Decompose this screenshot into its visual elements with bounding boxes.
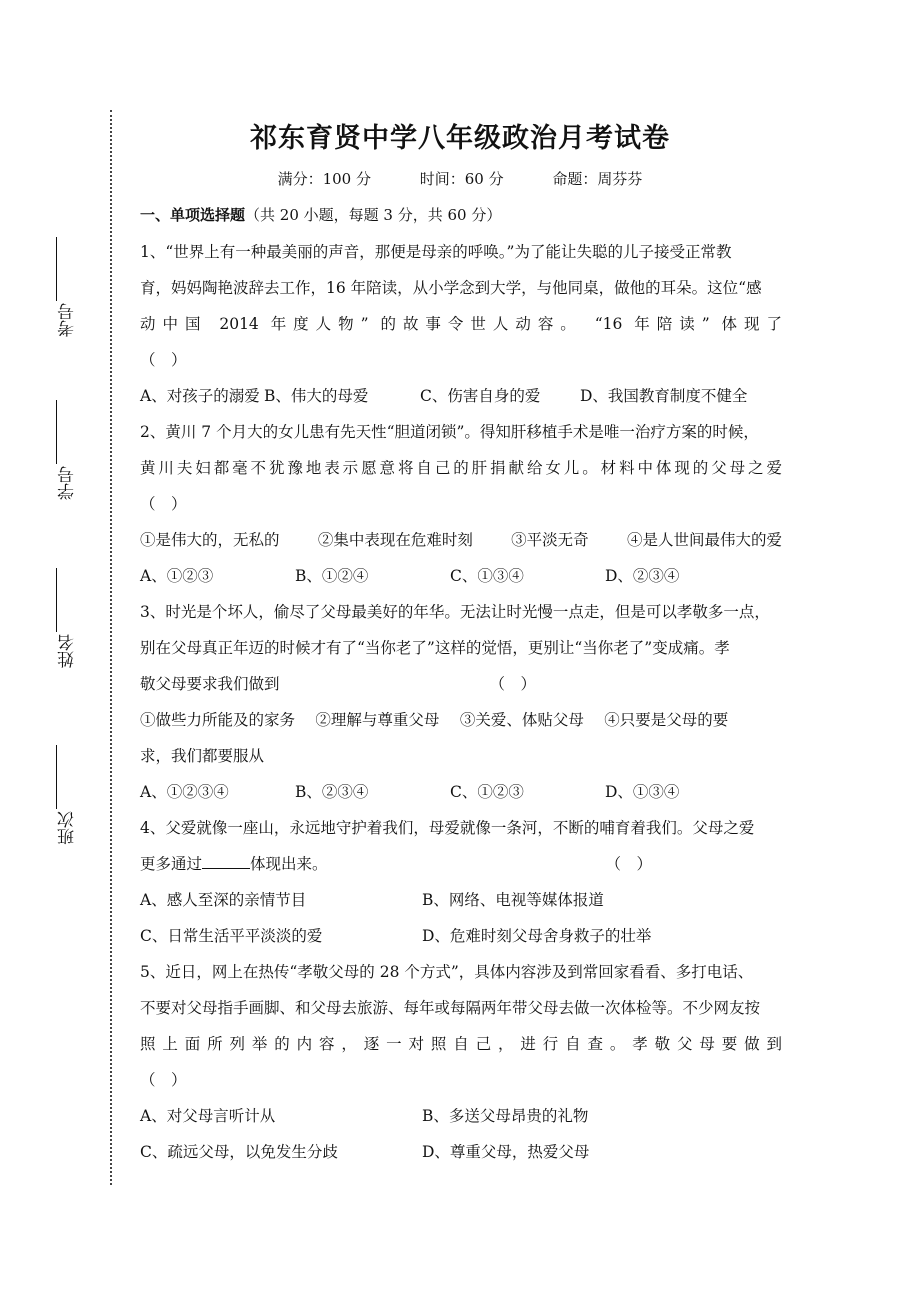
q5-line-3: 照上面所列举的内容，逐一对照自己，进行自查。孝敬父母要做到 [140,1035,782,1053]
q3-line-3 [140,666,782,702]
q3-option-b[interactable]: B、②③④ [295,783,369,801]
q4-line-1: 4、父爱就像一座山，永远地守护着我们，母爱就像一条河，不断的哺育着我们。父母之爱 [140,819,755,837]
q4-options-row-1 [140,882,782,918]
q5-option-c[interactable]: C、疏远父母，以免发生分歧 [140,1143,338,1161]
q4-answer-paren[interactable]: （ ） [605,855,652,873]
q4-fill-blank[interactable] [202,852,250,869]
q2-option-b[interactable]: B、①②④ [295,567,369,585]
full-score: 满分：100 分 [277,170,371,188]
q3-line-1: 3、时光是个坏人，偷尽了父母最美好的年华。无法让时光慢一点走，但是可以孝敬多一点， [140,603,770,621]
field-label: 考号 [58,303,78,337]
q1-line-2: 育，妈妈陶艳波辞去工作，16 年陪读，从小学念到大学，与他同桌，做他的耳朵。这位“感 [140,279,762,297]
q4-option-d[interactable]: D、危难时刻父母舍身救子的壮举 [422,927,652,945]
q2-option-d[interactable]: D、②③④ [605,567,680,585]
q3-statements-line-2: 求，我们都要服从 [140,747,265,765]
q5-line-2: 不要对父母指手画脚、和父母去旅游、每年或每隔两年带父母去做一次体检等。不少网友按 [140,999,761,1017]
q4-line-2-start: 更多通过 [140,855,203,873]
q3-line-3-text: 敬父母要求我们做到 [140,675,280,693]
q5-answer-paren[interactable]: （ ） [140,1071,187,1089]
q1-answer-paren[interactable]: （ ） [140,351,187,369]
q5-option-a[interactable]: A、对父母言听计从 [140,1107,276,1125]
q1-line-1: 1、“世界上有一种最美丽的声音，那便是母亲的呼唤。”为了能让失聪的儿子接受正常教 [140,243,732,261]
q3-statements-line-1: ①做些力所能及的家务 ②理解与尊重父母 ③关爱、体贴父母 ④只要是父母的要 [140,711,729,729]
section-note: （共 20 小题，每题 3 分，共 60 分） [245,206,502,224]
q3-answer-paren[interactable]: （ ） [489,675,537,693]
q4-option-c[interactable]: C、日常生活平平淡淡的爱 [140,927,323,945]
exam-number-field[interactable] [55,237,80,337]
q2-line-2: 黄川夫妇都毫不犹豫地表示愿意将自己的肝捐献给女儿。材料中体现的父母之爱 [140,459,782,477]
q2-statement-2: ②集中表现在危难时刻 [317,531,473,549]
q2-answer-paren[interactable]: （ ） [140,495,187,513]
q5-option-b[interactable]: B、多送父母昂贵的礼物 [422,1107,589,1125]
section-heading [140,204,501,225]
q5-line-1: 5、近日，网上在热传“孝敬父母的 28 个方式”，具体内容涉及到常回家看看、多打电话、 [140,963,754,981]
exam-meta [0,168,920,189]
q4-line-2-end: 体现出来。 [250,855,328,873]
question-list [140,234,782,1170]
q4-options-row-2 [140,918,782,954]
exam-time: 时间：60 分 [419,170,504,188]
student-id-field[interactable] [55,400,80,500]
q1-options [140,378,782,414]
page-title: 祁东育贤中学八年级政治月考试卷 [250,123,670,154]
q3-option-d[interactable]: D、①③④ [605,783,680,801]
section-title: 一、单项选择题 [140,206,246,224]
q4-line-2 [140,846,782,882]
name-field[interactable] [55,568,80,668]
q4-option-a[interactable]: A、感人至深的亲情节目 [140,891,307,909]
q3-options [140,774,782,810]
field-label: 班次 [58,811,78,845]
exam-author: 命题：周芬芬 [552,170,643,188]
q5-options-row-1 [140,1098,782,1134]
q2-line-1: 2、黄川 7 个月大的女儿患有先天性“胆道闭锁”。得知肝移植手术是唯一治疗方案的时候， [140,423,759,441]
q2-statement-3: ③平淡无奇 [511,531,589,549]
q1-line-3: 动中国 2014 年度人物” 的故事令世人动容。 “16 年陪读” 体现了 [140,315,782,333]
q3-line-2: 别在父母真正年迈的时候才有了“当你老了”这样的觉悟，更别让“当你老了”变成痛。孝 [140,639,730,657]
class-field[interactable] [55,745,80,845]
q1-option-a[interactable]: A、对孩子的溺爱 [140,387,260,405]
q3-option-a[interactable]: A、①②③④ [140,783,229,801]
q5-option-d[interactable]: D、尊重父母，热爱父母 [422,1143,590,1161]
q1-option-d[interactable]: D、我国教育制度不健全 [580,387,748,405]
field-label: 学号 [58,466,78,500]
binding-dotted-line [110,110,112,1185]
q2-statements [140,522,782,558]
q1-option-c[interactable]: C、伤害自身的爱 [420,387,541,405]
q3-option-c[interactable]: C、①②③ [450,783,524,801]
q2-option-c[interactable]: C、①③④ [450,567,524,585]
field-label: 姓名 [58,634,78,668]
q1-option-b[interactable]: B、伟大的母爱 [264,387,369,405]
q2-statement-1: ①是伟大的，无私的 [140,531,280,549]
q2-options [140,558,782,594]
q5-options-row-2 [140,1134,782,1170]
q4-option-b[interactable]: B、网络、电视等媒体报道 [422,891,604,909]
q2-statement-4: ④是人世间最伟大的爱 [626,531,782,549]
q2-option-a[interactable]: A、①②③ [140,567,214,585]
